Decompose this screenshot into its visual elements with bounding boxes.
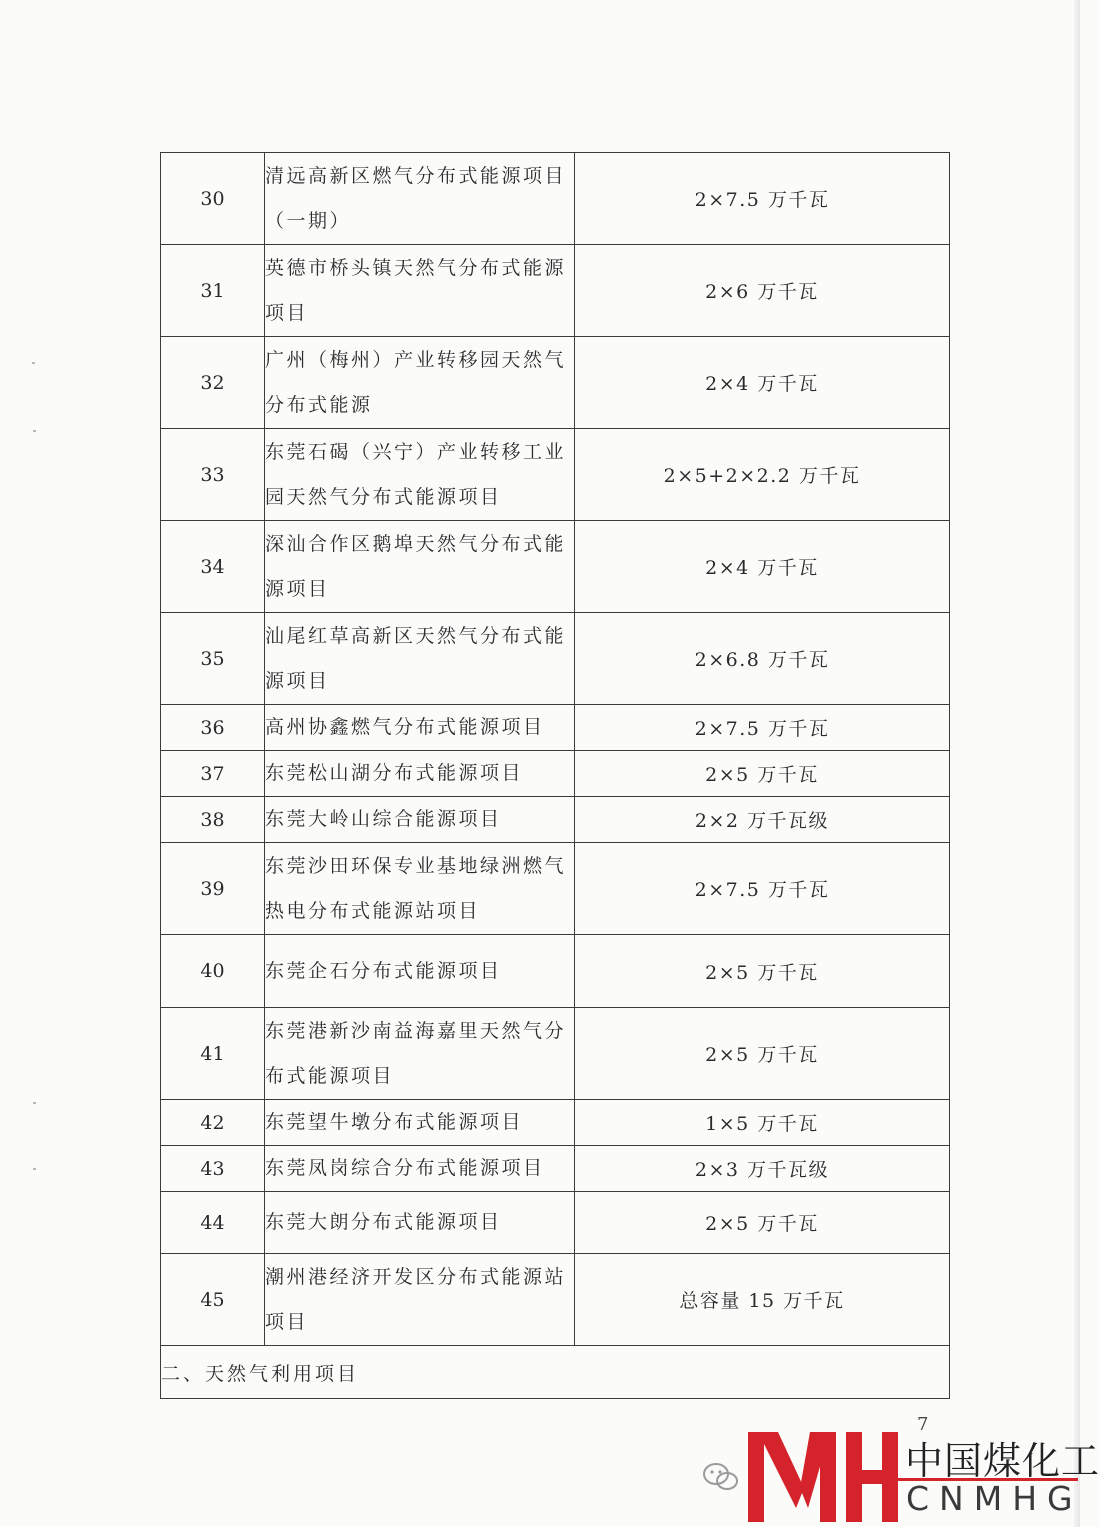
project-number: 31	[161, 245, 265, 337]
project-name: 东莞大岭山综合能源项目	[265, 797, 575, 843]
project-number: 40	[161, 935, 265, 1008]
table-row	[161, 935, 950, 1008]
project-capacity: 2×4 万千瓦	[575, 337, 950, 429]
table-row	[161, 245, 950, 337]
table-row	[161, 153, 950, 245]
project-number: 35	[161, 613, 265, 705]
logo-name-en: CNMHG	[906, 1479, 1083, 1518]
project-capacity: 2×6.8 万千瓦	[575, 613, 950, 705]
project-capacity: 2×6 万千瓦	[575, 245, 950, 337]
project-name: 东莞沙田环保专业基地绿洲燃气热电分布式能源站项目	[265, 843, 575, 935]
project-capacity: 2×5 万千瓦	[575, 935, 950, 1008]
table-row	[161, 1008, 950, 1100]
project-name: 东莞企石分布式能源项目	[265, 935, 575, 1008]
table-row	[161, 843, 950, 935]
project-name: 高州协鑫燃气分布式能源项目	[265, 705, 575, 751]
project-name: 汕尾红草高新区天然气分布式能源项目	[265, 613, 575, 705]
project-name: 东莞松山湖分布式能源项目	[265, 751, 575, 797]
page-number: 7	[917, 1414, 929, 1435]
section-row	[161, 1346, 950, 1399]
project-number: 44	[161, 1192, 265, 1254]
page-edge	[1074, 0, 1080, 1527]
project-number: 42	[161, 1100, 265, 1146]
project-capacity: 2×4 万千瓦	[575, 521, 950, 613]
project-capacity: 2×2 万千瓦级	[575, 797, 950, 843]
table-row	[161, 751, 950, 797]
table-row	[161, 337, 950, 429]
table-row	[161, 705, 950, 751]
project-capacity: 2×5 万千瓦	[575, 1008, 950, 1100]
project-number: 37	[161, 751, 265, 797]
project-capacity: 2×5 万千瓦	[575, 751, 950, 797]
table-row	[161, 797, 950, 843]
project-name: 东莞石碣（兴宁）产业转移工业园天然气分布式能源项目	[265, 429, 575, 521]
project-name: 东莞望牛墩分布式能源项目	[265, 1100, 575, 1146]
table-row	[161, 429, 950, 521]
project-number: 34	[161, 521, 265, 613]
project-name: 潮州港经济开发区分布式能源站项目	[265, 1254, 575, 1346]
project-capacity: 1×5 万千瓦	[575, 1100, 950, 1146]
logo-name-cn: 中国煤化工	[905, 1439, 1100, 1483]
project-name: 东莞大朗分布式能源项目	[265, 1192, 575, 1254]
project-number: 30	[161, 153, 265, 245]
project-capacity: 2×7.5 万千瓦	[575, 843, 950, 935]
scan-speck	[32, 362, 35, 364]
scan-speck	[33, 1102, 36, 1104]
table-row	[161, 1254, 950, 1346]
project-name: 深汕合作区鹅埠天然气分布式能源项目	[265, 521, 575, 613]
project-number: 45	[161, 1254, 265, 1346]
table-row	[161, 613, 950, 705]
project-name: 英德市桥头镇天然气分布式能源项目	[265, 245, 575, 337]
project-number: 32	[161, 337, 265, 429]
project-capacity: 2×7.5 万千瓦	[575, 153, 950, 245]
project-capacity: 2×3 万千瓦级	[575, 1146, 950, 1192]
table-row	[161, 1100, 950, 1146]
scan-speck	[33, 1168, 36, 1170]
project-number: 36	[161, 705, 265, 751]
table-body	[161, 153, 950, 1399]
table-row	[161, 521, 950, 613]
project-capacity: 2×7.5 万千瓦	[575, 705, 950, 751]
project-number: 39	[161, 843, 265, 935]
project-capacity: 2×5+2×2.2 万千瓦	[575, 429, 950, 521]
wechat-icon	[702, 1462, 740, 1492]
scan-speck	[33, 430, 36, 432]
project-name: 广州（梅州）产业转移园天然气分布式能源	[265, 337, 575, 429]
table-row	[161, 1146, 950, 1192]
table-row	[161, 1192, 950, 1254]
project-name: 东莞港新沙南益海嘉里天然气分布式能源项目	[265, 1008, 575, 1100]
project-number: 43	[161, 1146, 265, 1192]
project-capacity: 总容量 15 万千瓦	[575, 1254, 950, 1346]
section-heading: 二、天然气利用项目	[161, 1346, 950, 1399]
project-number: 33	[161, 429, 265, 521]
project-table	[160, 152, 950, 1399]
project-number: 41	[161, 1008, 265, 1100]
project-name: 清远高新区燃气分布式能源项目（一期）	[265, 153, 575, 245]
project-capacity: 2×5 万千瓦	[575, 1192, 950, 1254]
project-number: 38	[161, 797, 265, 843]
project-name: 东莞凤岗综合分布式能源项目	[265, 1146, 575, 1192]
